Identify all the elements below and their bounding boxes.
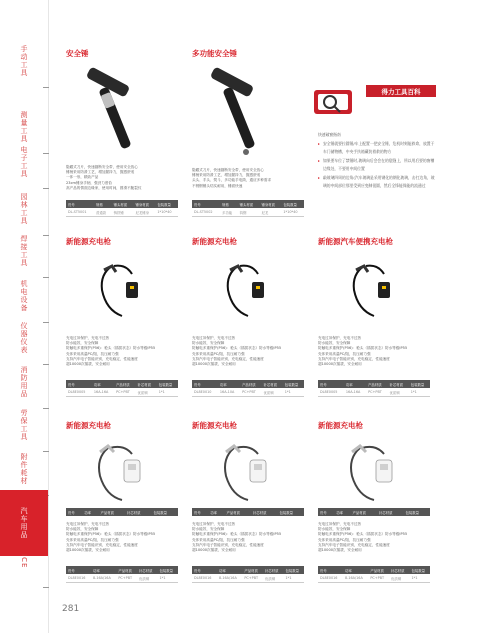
spec-table <box>66 380 178 397</box>
spec-header: 货号 <box>66 380 92 388</box>
spec-cell: 优质铜 <box>137 574 157 583</box>
spec-header: 功率 <box>91 566 116 574</box>
spec-cell: 多功能 <box>220 208 238 217</box>
spec-table <box>192 380 304 397</box>
spec-header: 产品材质 <box>114 380 135 388</box>
page-number: 281 <box>62 604 80 614</box>
spec-cell: 1*10*40 <box>281 208 304 217</box>
spec-header: 针芯材质 <box>388 380 409 388</box>
spec-header: 功率 <box>208 508 224 516</box>
spec-cell: 1*1 <box>157 388 178 397</box>
sidebar-item-label: ICE <box>20 553 28 569</box>
spec-header: 锤身材质 <box>260 200 282 208</box>
spec-header: 功率 <box>82 508 98 516</box>
spec-cell: 8-16A/16A <box>217 574 242 583</box>
arrow-right-icon: ▸ <box>318 174 320 180</box>
spec-cell: 1*1 <box>283 388 304 397</box>
spec-cell: DL-ST5002 <box>192 208 220 217</box>
spec-header: 货号 <box>66 200 94 208</box>
spec-header: 产品材质 <box>116 566 137 574</box>
product-description: 隐藏式刀片，快速割断安全带，使用安全放心 锤柄采用防滑工艺，增加握持力，握感舒适 一体一形，精致产品 23cm锤身手柄，强劲力度恰 高产品的情面边缘家，使用时间，圆滑不脆裂纹 <box>66 165 142 190</box>
spec-cell: 16A-16A <box>92 388 114 397</box>
sidebar-item-label: 汽车用品 <box>20 507 28 539</box>
spec-header: 功率 <box>92 380 114 388</box>
sidebar-item-label: 附件耗材 <box>20 453 28 485</box>
sidebar-item-label: 劳保工具 <box>20 409 28 441</box>
spec-header: 针芯材质 <box>389 566 409 574</box>
spec-header: 产品材质 <box>242 566 263 574</box>
spec-header: 货号 <box>192 200 220 208</box>
spec-cell: 16A-16A <box>344 388 366 397</box>
spec-header: 货号 <box>192 566 217 574</box>
spec-header: 包装数量 <box>157 566 178 574</box>
product-title: 新能源充电枪 <box>192 237 237 246</box>
product-description: 充电过冲保护，充电不过热 防水能效，安全保障 防触电多重保护(P56)：枪头（插拔状态）防水等级IP55 壳体采用高温PC/阻，抗压耐力强 支持汽车电子智能识别，充电稳定，性能速度 超10000次插拔，安全耐用 <box>192 522 282 553</box>
sidebar-item-label: 消防用品 <box>20 366 28 398</box>
encyclopedia-tips <box>318 131 438 191</box>
spec-table <box>318 508 430 516</box>
spec-header: 规格 <box>94 200 112 208</box>
chapter-sidebar <box>0 0 49 633</box>
spec-header: 货号 <box>318 508 334 516</box>
ev-charger-white-image <box>216 440 280 506</box>
spec-cell: 尼龙锤身 <box>134 208 156 217</box>
sidebar-item-manual-tools[interactable] <box>0 28 48 94</box>
tips-heading: 快速破窗指南 <box>318 132 341 137</box>
spec-cell: 8-16A/16A <box>343 574 368 583</box>
spec-table <box>192 566 304 583</box>
spec-table <box>192 200 304 217</box>
spec-header: 货号 <box>192 508 208 516</box>
spec-header: 功率 <box>343 566 368 574</box>
spec-header: 产品材质 <box>225 508 251 516</box>
spec-header: 包装数量 <box>283 566 304 574</box>
encyclopedia-badge: 得力工具百科 <box>366 85 436 97</box>
ev-charger-white-image <box>342 440 406 506</box>
spec-header: 包装数量 <box>403 508 430 516</box>
arrow-right-icon: ▸ <box>318 157 320 163</box>
spec-cell: 优质铜 <box>389 574 409 583</box>
sidebar-item-label: 手动工具 <box>20 45 28 77</box>
spec-header: 货号 <box>66 508 82 516</box>
spec-header: 规格 <box>220 200 238 208</box>
spec-cell: 8-16A/16A <box>91 574 116 583</box>
spec-table <box>318 380 430 397</box>
spec-cell: DL8E0010 <box>192 388 218 397</box>
spec-header: 针芯材质 <box>137 566 157 574</box>
product-title: 新能源充电枪 <box>66 237 111 246</box>
product-title: 安全锤 <box>66 49 89 58</box>
spec-cell: 1*1 <box>157 574 178 583</box>
sidebar-item-label: 焊接工具 <box>20 235 28 267</box>
spec-header: 包装数量 <box>155 200 178 208</box>
spec-cell: DL8E0016 <box>192 574 217 583</box>
spec-header: 功率 <box>334 508 350 516</box>
spec-cell: DL-ST5001 <box>66 208 94 217</box>
sidebar-item-label: 机电设备 <box>20 280 28 312</box>
spec-cell: DL8E0016 <box>318 574 343 583</box>
spec-cell: 尼龙 <box>260 208 282 217</box>
spec-cell: 铸铁锤 <box>112 208 134 217</box>
spec-table <box>66 200 178 217</box>
spec-cell: 优质铜 <box>262 388 283 397</box>
sidebar-item-ice[interactable] <box>0 528 48 594</box>
product-title: 新能源充电枪 <box>318 421 363 430</box>
spec-header: 锤头材质 <box>238 200 260 208</box>
ev-charger-image <box>218 260 278 324</box>
spec-header: 产品材质 <box>99 508 125 516</box>
spec-cell: PC+PBT <box>116 574 137 583</box>
spec-cell: DL8E0005 <box>66 388 92 397</box>
spec-cell: PC+PBT <box>114 388 135 397</box>
spec-cell: 优质铜 <box>263 574 283 583</box>
arrow-right-icon: ▸ <box>318 140 320 146</box>
product-title: 新能源充电枪 <box>66 421 111 430</box>
spec-header: 锤头材质 <box>112 200 134 208</box>
tip-item: ▸ 安全锤就要拉圆锤/车上配置一把安全锤，危机时刻能救命，放置于车门储物槽，中央手扶箱藏装着救的物方 <box>318 140 438 157</box>
spec-header: 产品材质 <box>368 566 389 574</box>
spec-header: 功率 <box>218 380 240 388</box>
spec-cell: PC+PBT <box>366 388 387 397</box>
spec-cell: 优质铜 <box>136 388 157 397</box>
portable-ev-charger-image <box>344 260 404 324</box>
spec-cell: 1*10*40 <box>155 208 178 217</box>
sidebar-item-label: 电子工具 <box>20 146 28 178</box>
spec-cell: 钨钢 <box>238 208 260 217</box>
spec-header: 针芯材质 <box>251 508 277 516</box>
sidebar-item-label: 仪器仪表 <box>20 322 28 354</box>
spec-header: 包装数量 <box>409 566 430 574</box>
sidebar-item-label: 园林工具 <box>20 193 28 225</box>
product-description: 充电过冲保护，充电不过热 防水能效，安全保障 防触电多重保护(P56)：枪头（插拔状态）防水等级IP55 壳体采用高温PC/阻，抗压耐力强 支持汽车电子智能识别，充电稳定，性能速度 超10000次插拔，安全耐用 <box>318 336 408 367</box>
spec-cell: 普通款 <box>94 208 112 217</box>
spec-cell: 1*1 <box>409 388 430 397</box>
product-description: 充电过冲保护，充电不过热 防水能效，安全保障 防触电多重保护(P56)：枪头（插拔状态）防水等级IP55 壳体采用高温PC/阻，抗压耐力强 支持汽车电子智能识别，充电稳定，性能速度 超10000次插拔，安全耐用 <box>318 522 408 553</box>
product-title: 新能源汽车便携充电枪 <box>318 237 393 246</box>
sidebar-item-label: 测量工具 <box>20 111 28 143</box>
spec-cell: DL8E0016 <box>66 574 91 583</box>
spec-cell: PC+PBT <box>240 388 261 397</box>
spec-cell: DL8E0005 <box>318 388 344 397</box>
tip-item: ▸ 如果要车位了禁锤时,玻璃向后会会在的裂缝上，所以用后要的窗槽边缘处，不要用中间位置 <box>318 157 438 174</box>
spec-cell: PC+PBT <box>242 574 263 583</box>
spec-table <box>66 566 178 583</box>
spec-header: 包装数量 <box>409 380 430 388</box>
spec-header: 功率 <box>217 566 242 574</box>
spec-header: 产品材质 <box>351 508 377 516</box>
spec-cell: 优质铜 <box>388 388 409 397</box>
product-description: 充电过冲保护，充电不过热 防水能效，安全保障 防触电多重保护(P56)：枪头（插拔状态）防水等级IP55 壳体采用高温PC/阻，抗压耐力强 支持汽车电子智能识别，充电稳定，性能速度 超10000次插拔，安全耐用 <box>66 336 156 367</box>
spec-header: 包装数量 <box>277 508 304 516</box>
spec-header: 针芯材质 <box>125 508 151 516</box>
spec-header: 针芯材质 <box>263 566 283 574</box>
spec-header: 货号 <box>318 566 343 574</box>
spec-header: 货号 <box>318 380 344 388</box>
spec-cell: 1*1 <box>283 574 304 583</box>
spec-header: 包装数量 <box>151 508 178 516</box>
product-description: 隐藏式刀片，快速割断安全带，使用安全放心 锤柄采用防滑工艺，增加握持力，握感舒适 头头、手头、熨斗，多功能手电筒，通应多种需求 不锈钢锤头结实耐用，锤面快速 <box>192 168 272 188</box>
safety-hammer-image <box>76 66 156 156</box>
spec-header: 针芯材质 <box>136 380 157 388</box>
spec-header: 包装数量 <box>283 380 304 388</box>
spec-header: 货号 <box>66 566 91 574</box>
spec-cell: PC+PBT <box>368 574 389 583</box>
spec-header: 包装数量 <box>157 380 178 388</box>
product-description: 充电过冲保护，充电不过热 防水能效，安全保障 防触电多重保护(P56)：枪头（插拔状态）防水等级IP55 壳体采用高温PC/阻，抗压耐力强 支持汽车电子智能识别，充电稳定，性能速度 超10000次插拔，安全耐用 <box>66 522 156 553</box>
spec-table <box>318 566 430 583</box>
ev-charger-image <box>92 260 152 324</box>
ev-charger-white-image <box>90 440 154 506</box>
spec-header: 锤身材质 <box>134 200 156 208</box>
spec-cell: 1*1 <box>409 574 430 583</box>
product-description: 充电过冲保护，充电不过热 防水能效，安全保障 防触电多重保护(P56)：枪头（插拔状态）防水等级IP55 壳体采用高温PC/阻，抗压耐力强 支持汽车电子智能识别，充电稳定，性能速度 超10000次插拔，安全耐用 <box>192 336 282 367</box>
spec-header: 产品材质 <box>240 380 261 388</box>
spec-cell: 16A-10A <box>218 388 240 397</box>
spec-header: 功率 <box>344 380 366 388</box>
spec-header: 包装数量 <box>281 200 304 208</box>
tip-item: ▸ 敲玻璃四周的边角(汽车玻璃是采用钢化的钢化玻璃，击打边角，玻璃的中间部位那里受到应变制很圆，然后全锋能保能的流通过 <box>318 174 438 191</box>
multifunction-hammer-image <box>200 66 280 156</box>
tool-encyclopedia-logo <box>310 80 374 118</box>
spec-header: 货号 <box>192 380 218 388</box>
spec-table <box>192 508 304 516</box>
spec-header: 针芯材质 <box>262 380 283 388</box>
spec-header: 产品材质 <box>366 380 387 388</box>
spec-table <box>66 508 178 516</box>
product-title: 新能源充电枪 <box>192 421 237 430</box>
product-title: 多功能安全锤 <box>192 49 237 58</box>
spec-header: 针芯材质 <box>377 508 403 516</box>
